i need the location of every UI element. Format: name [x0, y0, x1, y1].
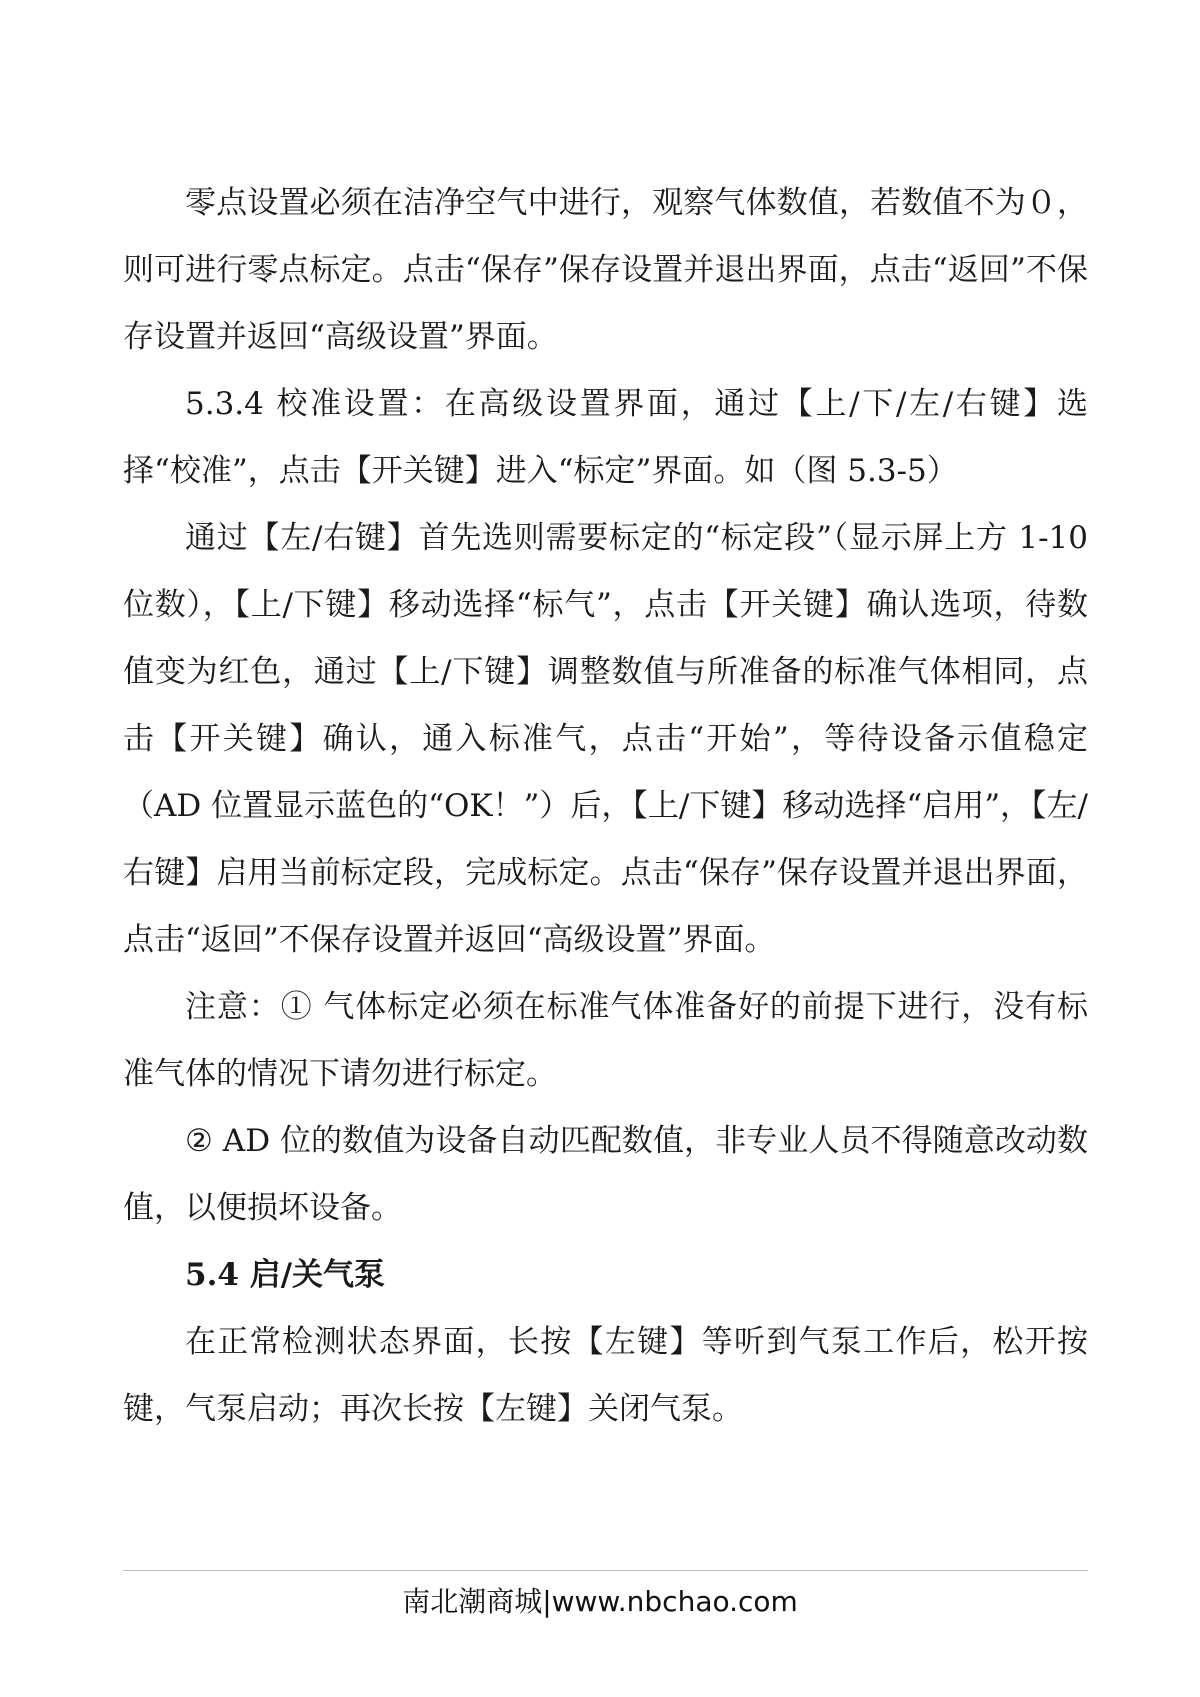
paragraph-note-2: ② AD 位的数值为设备自动匹配数值，非专业人员不得随意改动数值，以便损坏设备。 [123, 1123, 1088, 1226]
footer-site-link[interactable]: 南北潮商城|www.nbchao.com [402, 1585, 798, 1618]
paragraph-air-pump: 在正常检测状态界面，长按【左键】等听到气泵工作后，松开按键，气泵启动；再次长按【左键】关闭气泵。 [123, 1324, 1088, 1427]
paragraph-calibration-steps: 通过【左/右键】首先选则需要标定的“标定段”（显示屏上方 1-10 位数），【上/下键】移动选择“标气”，点击【开关键】确认选项，待数值变为红色，通过【上/下键】调整数值与所准备的标准气体相同，点击【开关键】确认，通入标准气，点击“开始”，等待设备示值稳定（AD 位置显示蓝色的“OK！”）后，【上/下键】移动选择“启用”，【左/右键】启用当前标定段，完成标定。点击“保存”保存设置并退出界面，点击“返回”不保存设置并返回“高级设置”界面。 [123, 520, 1088, 958]
paragraph-calibration-settings: 5.3.4 校准设置：在高级设置界面，通过【上/下/左/右键】选择“校准”，点击【开关键】进入“标定”界面。如（图 5.3-5） [123, 386, 1088, 489]
section-heading: 5.4 启/关气泵 [185, 1257, 386, 1293]
document-body [123, 170, 1088, 1443]
footer-divider [123, 1570, 1088, 1571]
paragraph-zero-calibration: 零点设置必须在洁净空气中进行，观察气体数值，若数值不为０，则可进行零点标定。点击“保存”保存设置并退出界面，点击“返回”不保存设置并返回“高级设置”界面。 [123, 185, 1088, 355]
paragraph-note-1: 注意：① 气体标定必须在标准气体准备好的前提下进行，没有标准气体的情况下请勿进行标定。 [123, 989, 1088, 1092]
